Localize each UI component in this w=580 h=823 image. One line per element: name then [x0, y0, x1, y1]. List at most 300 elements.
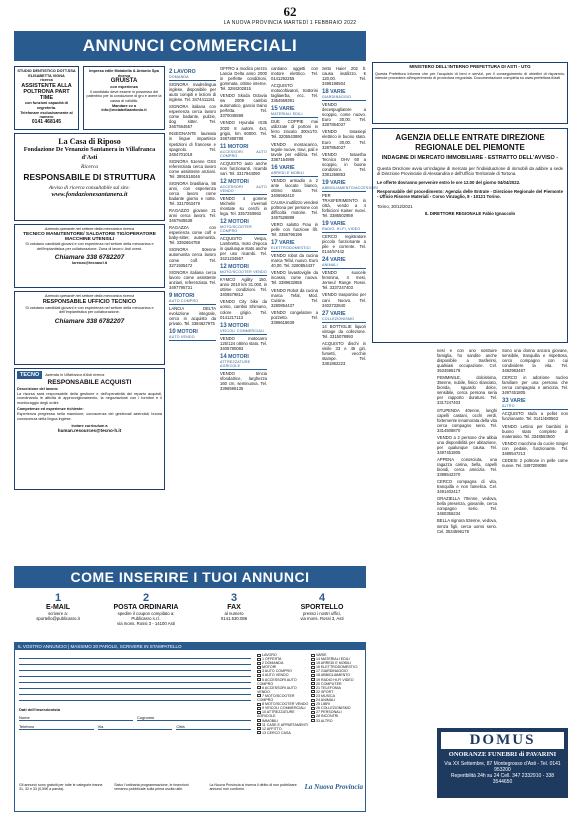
form-fields [19, 707, 251, 730]
tecno-logo: TECNO [17, 371, 42, 379]
category-option[interactable]: 4 AUTO VENDO [257, 673, 309, 677]
coupon-form [14, 642, 366, 812]
checkbox-icon[interactable] [311, 715, 315, 718]
ad-email: lorenzo@tecnasrl.it [71, 260, 108, 265]
checkbox-icon[interactable] [257, 719, 261, 722]
classified-column-5 [322, 66, 379, 561]
checkbox-icon[interactable] [311, 711, 315, 714]
section-title: MOTORI [228, 178, 249, 185]
classified-ad: VENDO Skoda Octavia sw 2009 cambio automatico, gancio traino perfetta. Tel. 3370045598 [220, 93, 267, 119]
classified-ad: ACQUISTO motocoltivatori, trattorini tagliaerba, ecc. Tel. 3354569391 [271, 83, 318, 104]
footer-note-1: Gli annunci sono gratuiti per tutte le categorie tranne 31, 32 e 33 (0,50€ a parola). [19, 783, 103, 792]
ad-line: ricerca [117, 73, 131, 78]
category-option[interactable]: 5 ACCESSORI AUTO COMPRO [257, 677, 297, 686]
classified-ad: VENDO Robot da cucina marca Tefal, Mod. Cuisine. Tel. 3280854437 [271, 287, 318, 308]
checkbox-icon[interactable] [257, 727, 261, 730]
ad-phone: 0141 468145 [31, 118, 62, 125]
classified-ad: VENDO montacarico, tegole nuove, travi, pali e tavole per edilizia. Tel. 3387154989 [271, 141, 318, 162]
section-heading [220, 264, 267, 276]
classified-ad: DUE COPPIE mai utilizzate di portoni in ferro zincato 300x170. Tel. 3205543890 [271, 119, 318, 140]
ad-title: STUDIO DENTISTICO DOTT.SSA ELISABETTA VIGNA [17, 69, 76, 78]
classified-ad: STUPENDA 40enne, lunghi capelli castani, occhi verdi, fortemente innamorata della vita cerca compagno serio. Tel. 3314508870 [437, 407, 497, 433]
form-footer [19, 783, 363, 791]
category-option[interactable]: 21 TELEFONIA [311, 686, 365, 690]
section-title: MOTORI [173, 292, 195, 299]
section-heading [220, 354, 267, 370]
channel-title: POSTA ORDINARIA [113, 604, 179, 611]
classified-ad: BELLA signora 53enne, vedova, senza figli, cerca uomo serio. Cel. 3534596178 [437, 518, 497, 534]
checkbox-icon[interactable] [311, 703, 315, 706]
category-option[interactable]: 12 AFFITTO [257, 727, 309, 731]
checkbox-icon[interactable] [257, 658, 261, 661]
section-title: MOTORI [177, 328, 198, 335]
section-title: VARIE [330, 310, 346, 317]
category-list-a [257, 653, 309, 735]
section-subtitle: ARREDI E MOBILI [271, 171, 318, 177]
category-option[interactable]: 22 SPORT [311, 690, 365, 694]
checkbox-icon[interactable] [257, 707, 261, 710]
category-option[interactable]: 18 ABBIGLIAMENTO [311, 673, 365, 677]
classified-ad: VENDO motocarro 125/124 ottimo stato. Tel. 3405780083 [220, 335, 267, 351]
section-title: VARIE [510, 398, 526, 405]
channel-num: 1 [54, 592, 62, 604]
classified-ad: VENDO City bike da uomo, cambio Shimano, colore grigio. Tel. 0141217113 [220, 299, 267, 320]
section-title: MOTORI [227, 143, 249, 150]
domus-subtitle: ONORANZE FUNEBRI di PAVARINI [448, 751, 557, 758]
category-option[interactable]: MOTORI [257, 665, 309, 669]
category-option[interactable]: 25 LIBRI [311, 702, 365, 706]
section-heading [169, 69, 216, 81]
category-option[interactable]: 24 ANIMALI [311, 698, 365, 702]
section-heading [271, 106, 318, 118]
footer-note-3: La Nuova Provincia si riserva il diritto di non pubblicare annunci non conformi. [209, 783, 297, 792]
section-number: 19 [322, 221, 329, 228]
section-heading [220, 179, 267, 195]
classified-column-2 [169, 66, 216, 561]
category-option[interactable]: 2 DOMANDA [257, 661, 309, 665]
page-number: 62 [283, 4, 297, 19]
channel-line1: presso i nostri uffici, [303, 611, 341, 616]
ad-role: RESPONSABILE UFFICIO TECNICO [42, 298, 137, 305]
section-number: 14 [220, 353, 227, 360]
classified-ad: SIGNORA 51enne OSS referenziata cerca lavoro come assistente anziani. Tel. 3891516046 [169, 158, 216, 179]
ad-contact: Mandare cv a [111, 103, 137, 108]
nome-field[interactable]: Nome [19, 715, 133, 721]
section-title: MOTORI [228, 264, 249, 271]
field-data-label: Dati dell'inserzionista [19, 707, 60, 712]
checkbox-icon[interactable] [311, 699, 315, 702]
section-title: VARIE [330, 179, 346, 186]
category-option[interactable]: 13 CERCO CASA [257, 731, 309, 735]
ad-casa-riposo [14, 133, 165, 221]
domus-phones: Reperibilità 24h su 24 Cell. 347 2332910 - 338 3544650 [450, 773, 555, 785]
category-list-b [311, 653, 365, 723]
category-option[interactable]: 28 INCONTRI [311, 714, 365, 718]
category-option[interactable]: 33 ALTRO [311, 719, 365, 723]
notice-date: Torino, 30/12/2021 [377, 203, 413, 209]
domus-logo: DOMUS [441, 732, 564, 749]
checkbox-icon[interactable] [257, 694, 261, 697]
section-number: 11 [220, 143, 227, 150]
section-heading [271, 240, 318, 252]
checkbox-icon[interactable] [311, 682, 315, 685]
section-title: VARIE [330, 89, 346, 96]
ad-tecno-responsabile-acquisti [14, 368, 165, 490]
checkbox-icon[interactable] [257, 723, 261, 726]
channel-line2: via mons. Rossi 3, Asti [300, 616, 344, 622]
section-heading [169, 329, 216, 341]
channel-line1: scrivere a: [48, 611, 68, 616]
ad-role: ASSISTENTE ALLA POLTRONA PART TIME [21, 82, 72, 102]
classified-ad: VENDO robot da cucina marca Tefal, nuovo. Euro 40,00. Tel. 3280854437 [271, 253, 318, 269]
checkbox-icon[interactable] [311, 658, 315, 661]
ad-contact: Inviare curriculum a [71, 424, 108, 429]
section-title: VARIE [330, 221, 346, 228]
notice-subtitle: INDAGINE DI MERCATO IMMOBILIARE - ESTRATTO DELL'AVVISO - [381, 155, 559, 161]
notice-title: AGENZIA DELLE ENTRATE DIREZIONE REGIONALE DEL PIEMONTE [395, 133, 545, 152]
section-number: 16 [271, 164, 278, 171]
section-title: VARIE [330, 257, 346, 264]
category-option[interactable]: 1 OFFERTA [257, 657, 309, 661]
section-banner: ANNUNCI COMMERCIALI [14, 31, 366, 61]
section-subtitle: DOMANDA [169, 75, 216, 81]
channel-line2: Publicasro s.r.l. [131, 616, 161, 622]
classified-ad: CEDESI 2 poltrone in pelle come nuove. Tel. 3497209088 [502, 457, 568, 468]
section-heading [220, 219, 267, 235]
classified-column-5b [372, 348, 432, 648]
section-number: 12 [220, 178, 227, 185]
notice-body: Questa Direzione avvia un'indagine di mercato per l'individuazione di immobili da adibire a sede di Direzione Provinciale di Alessandria e dell'Ufficio Territoriale di Tortona. [377, 165, 563, 176]
classified-ad: VENDO Lettino per bambini in buono stato completo di materasso. Tel. 3348583500 [502, 423, 568, 439]
channel-num: 4 [318, 592, 326, 604]
section-heading [271, 165, 318, 177]
ad-contact: Telefonare esclusivamente al numero [20, 110, 73, 120]
classified-ad: SIGNORA brasiliana, 56 anni, con esperienza cerca lavoro come badante giorno e notte. Tel. 3317063479 [169, 180, 216, 207]
section-number: 19 [322, 179, 329, 186]
section-subtitle: AUTO VENDO [169, 335, 216, 341]
ad-role: GRUISTA [110, 78, 138, 85]
section-number: 27 [322, 310, 329, 317]
channel-title: FAX [227, 604, 241, 611]
category-option[interactable]: 11 CASE E APPARTAMENTI [257, 723, 309, 727]
ad-line: con funzioni capacità di segreteria. [24, 101, 69, 110]
classified-ad: VENDO macchina da cucire Singer con pedale, funzionante. Tel. 3489547213 [502, 440, 568, 456]
category-option[interactable]: 3 AUTO COMPRO [257, 669, 309, 673]
channel-line1: spedire il coupon compilato a: [117, 611, 175, 616]
checkbox-icon[interactable] [311, 719, 315, 722]
category-option[interactable]: LAVORO [257, 653, 309, 657]
section-subtitle: COLLEZIONISMO [322, 317, 366, 323]
classified-ad: VENDO lavastoviglie da incasso, come nuova. Tel. 3389632855 [271, 270, 318, 286]
section-number: 2 [169, 69, 173, 75]
category-option[interactable]: 10 ATTREZZATURE AGRICOLE [257, 710, 295, 719]
classified-ad: VENDO 4 gomme Michelin invernali montate su cerchi in lega. Tel. 3357250862 [220, 195, 267, 216]
checkbox-icon[interactable] [257, 703, 261, 706]
section-heading [502, 398, 568, 410]
notice-title: MINISTERO DELL'INTERNO PREFETTURA DI ASTI - UTG [409, 64, 531, 69]
classified-ad: nesi e con uno sostruire famiglia, ho sandite anche disponibile a trasferirsi, qualsiasi occupazione. Cel. 3534596178 [437, 348, 497, 374]
ad-title: Impresa edile Moiabella & Antonio Spa [89, 69, 159, 73]
classified-ad: RAGAZZA con esperienza come colf e baby-sitter, automunita. Tel. 3392664759 [169, 225, 216, 246]
section-number: 18 [322, 89, 329, 96]
ad-domus [437, 728, 568, 798]
checkbox-icon[interactable] [311, 654, 315, 657]
checkbox-icon[interactable] [257, 654, 261, 657]
ad-req-title: Competenze ed esperienze richieste: [17, 407, 84, 412]
section-title: VARIE [279, 164, 295, 171]
cognome-field[interactable]: Cognome [137, 715, 251, 721]
classified-ad: FEMMINILE, dolcissima, 35enne, nubile, fisico slanciato, bionda, sguardo dolce, sensibile, cerca persona seria per rapporto duraturo. Tel. 3317247403 [437, 375, 497, 406]
channel-title: SPORTELLO [300, 604, 344, 611]
notice-body: Questa Prefettura informa che per l'acquisto di beni e servizi, per il conseguimento di obiettivi di risparmio, intende procedere all'esperimento di procedura negoziata. Documentazione completa su www.prefettura.it/asti [375, 71, 565, 81]
classified-ad: LANCIA DELTA evoluzione integrale, cerco in acquisto da privato. Tel. 3384627975 [169, 305, 216, 326]
section-number: 12 [220, 218, 227, 225]
classified-ad: ACQUISTO auto anche non funzionanti, ricambi vari. Tel. 3317944090 [220, 160, 267, 176]
classified-ad: APPENA conosciuta, una ragazza carina, bella, capelli biondi, cerca amicizia. Tel. 3398542370 [437, 456, 497, 478]
notice-deadline: Le offerte dovranno pervenire entro le ore 12.00 del giorno 04/04/2022. [377, 179, 521, 185]
classified-ad: CERCO compagna di vita, tranquilla e non famelica. Cel. 3491402417 [437, 479, 497, 495]
section-number: 24 [322, 257, 329, 264]
ad-responsabile-ufficio-tecnico [14, 291, 165, 365]
ad-req: Esperienza pregressa nella mansione; conoscenza dei gestionali aziendali; buona conoscenza della lingua inglese. [17, 411, 162, 421]
section-number: 17 [271, 240, 278, 247]
section-heading [322, 89, 366, 101]
ad-site: www.fondazionesantanera.it [51, 191, 128, 198]
section-subtitle: ATTREZZATURE AGRICOLE [220, 360, 267, 370]
channels-row [14, 592, 366, 640]
classified-ad: VENDO a 2 persone che abbia una disponibilità per abitazione, per qualunque causa. Tel. 3497451805 [437, 434, 497, 455]
category-option[interactable]: 15 ARREDI E MOBILI [311, 661, 365, 665]
category-option[interactable]: 16 ELETTRODOMESTICI [311, 665, 365, 669]
section-title: VARIE [279, 240, 295, 247]
channel-2 [102, 592, 190, 640]
checkbox-icon[interactable] [257, 711, 261, 714]
channel-line2: sportello@publicasro.it [36, 616, 80, 622]
classified-ad: ACQUISTO Vespa, Lambretta, moto d'epoca in qualunque stato anche per uso ricambi. Tel. 3421234567 [220, 235, 267, 262]
notice-agenzia-entrate [372, 128, 568, 343]
category-option[interactable]: 6 ACCESSORI AUTO VENDO [257, 685, 297, 694]
ad-body: Il candidato deve essere in possesso del patentino per la conduzione di gru e avere la cassa di validità. [86, 89, 162, 103]
section-subtitle: MOTO/SCOOTER COMPRO [220, 225, 267, 235]
classified-ad: CERCO registratore piccolo funzionante a pile e corrente. Tel. 0144/57442 [322, 234, 366, 255]
ad-body: Avviso di ricerca consultabile sul sito: [48, 185, 131, 191]
classified-ad: VENDO tosasiepi elettrico in buono stato. Euro 30,00. Tel. 3287854037 [322, 129, 366, 150]
ad-email: human.resources@tecno-h.it [57, 427, 122, 433]
section-title: MOTORI [228, 353, 249, 360]
ad-body: Si valutano candidati giovani e con esperienza nel settore della meccanica e dell'impiantistica per collaborazione. [25, 305, 154, 315]
brand-logo: La Nuova Provincia [304, 783, 363, 791]
classified-ad: VENDO armadio a 2 ante laccato bianco, ottimo stato. Tel. 3406592410 [271, 177, 318, 198]
category-option[interactable]: IMMOBILI [257, 719, 309, 723]
ad-contact: Chiamare 338 6782207 [54, 253, 125, 261]
section-number: 33 [502, 398, 509, 405]
category-option[interactable]: 19 RADIO HI-FI VIDEO [311, 678, 365, 682]
section-subtitle: GIARDINAGGIO [322, 95, 366, 101]
ad-body: La risorsa sarà responsabile della gestione e dell'operatività del reparto acquisti, coordinando le attività di approvvigionamento, la negoziazione con i fornitori e il monitoraggio degli ordini. [17, 391, 162, 405]
checkbox-icon[interactable] [257, 674, 261, 677]
classified-ad: SIGNORA italiana cerca lavoro come assistente anziani, referenziata. Tel. 3497795731 [169, 269, 216, 290]
ad-title: La Casa di Riposo [58, 137, 121, 146]
section-heading [322, 179, 379, 192]
section-number: 13 [220, 322, 227, 329]
notice-ref: Responsabile del procedimento: Agenzia delle Entrate - Direzione Regionale del Piemonte - Ufficio Risorse Materiali - Corso Vinzaglio, 8 - 10121 Torino. [377, 189, 563, 200]
checkbox-icon[interactable] [311, 674, 315, 677]
checkbox-icon[interactable] [311, 670, 315, 673]
classified-ad: cantiano oggetti con motore elettrico. Tel. 0141292255 [271, 66, 318, 82]
section-subtitle: ACCESSORI AUTO COMPRO [220, 149, 267, 158]
section-subtitle: ACCESSORI AUTO VENDO [220, 184, 267, 193]
ad-intro: Azienda operante nel settore della meccanica ricerca [44, 294, 135, 298]
section-heading [220, 144, 267, 160]
classified-ad: VENDO suocele femmina, 4 mesi, Jerseul Range Rosei. Tel. 3337247403 [322, 270, 366, 291]
channel-title: E-MAIL [45, 604, 71, 611]
category-option[interactable]: 23 MUSICA [311, 694, 365, 698]
classified-ad: ACQUISTO dischi in vinile 33 e 45 giri, fumetti, vecchie stampe. Tel. 3381862223 [322, 340, 366, 366]
checkbox-icon[interactable] [257, 670, 261, 673]
checkbox-icon[interactable] [311, 694, 315, 697]
channel-4 [278, 592, 366, 640]
classified-ad: GRAZIELLA 70enne, vedova, bella presenza, giovanile, cerca compagno serio. Tel. 3460356234 [437, 496, 497, 517]
section-heading [169, 293, 216, 305]
checkbox-icon[interactable] [311, 686, 315, 689]
classified-ad: OFFRO a modico prezzo Lancia Delta anno 2000 in perfette condizioni, gommata, ottime interne. Tel. 3284202815 [220, 66, 267, 92]
classified-ad: ACQUISTO stufa a pellet non funzionante. Tel. 0141/480563 [502, 411, 568, 422]
classified-ad: VENDO trincia sfondatrice, larghezza 160 cm, seminuova. Tel. 3396596135 [220, 370, 267, 391]
section-title: LAVORO [173, 69, 196, 75]
citta-field[interactable]: Città [176, 724, 251, 730]
domus-address: Via XX Settembre, 87 Montegrosso d'Asti - Tel. 0141 953200 [444, 761, 561, 773]
ad-role: TECNICO MANUTENTORE/ SALDATORE TIG/OPERATORE MACCHINE UTENSILI [23, 231, 156, 242]
classified-column-7 [502, 348, 568, 648]
channel-1 [14, 592, 102, 640]
ad-role: RESPONSABILE DI STRUTTURA [23, 172, 156, 182]
footer-note-2: Salvo l'ordinaria programmazione, le inserzioni verranno pubblicate sulla prima uscita utile. [114, 783, 189, 792]
classified-ad: CERCO in adozione nucleo familiare per una persona che cerca compagnia e amicizia. Tel. 3497451805 [502, 375, 568, 396]
classified-ad: SIGNORA 50enne automunita cerca lavoro come colf. Tel. 3271935472 [169, 247, 216, 268]
category-option[interactable]: 8 MOTO/SCOOTER VENDO [257, 702, 309, 706]
classified-ad: CAUSA inutilizzo vendesi poltrona per persone con difficoltà motorie. Tel. 3467526889 [271, 199, 319, 221]
classified-ad: VERO salotto Frau in pelle con funzione lift. Tel. 3356796196 [271, 222, 318, 238]
via-field[interactable]: Via [98, 724, 173, 730]
ad-contact: Chiamare 338 6782207 [54, 317, 125, 325]
form-lines[interactable] [19, 653, 251, 701]
section-number: 12 [220, 264, 227, 271]
checkbox-icon[interactable] [257, 666, 261, 669]
telefono-field[interactable]: Telefono [19, 724, 94, 730]
category-option[interactable]: 20 COMPUTER [311, 682, 365, 686]
classified-ad: PER TRASFERIMENTO in città, vendo a 4 forbicioni Kaiser nuovi. Tel. 3386502959 [322, 192, 366, 219]
notice-signature: IL DIRETTORE REGIONALE Fabio Ignaccolo [424, 210, 516, 216]
classified-ad: VENDO Hyundai IX35 2020 8 autom. 4x4, grigio, km 60000. Tel. 3487468788 [220, 120, 267, 141]
category-option[interactable]: 17 GIARDINAGGIO [311, 669, 365, 673]
section-subtitle: VEICOLI COMMERCIALI [220, 329, 267, 335]
section-subtitle: MATERIALI EDILI [271, 112, 318, 118]
classified-ad: 14 BOTTIGLIE liquori vintage da collezione. Tel. 3315078993 [322, 323, 366, 339]
classified-ad: VENDO trasportino per cani Nuovo. Tel. 3402732840 [322, 292, 366, 308]
section-subtitle: ELETTRODOMESTICI [271, 246, 318, 252]
section-subtitle: ALTRO [502, 404, 568, 410]
section-subtitle: AUTO COMPRO [169, 299, 216, 305]
classified-column-3 [220, 66, 267, 561]
section-title: MOTORI [228, 322, 249, 329]
section-number: 15 [271, 106, 278, 113]
classified-ad: SIGNORA madrelingua inglese, disponibile per aiuto compiti e lezioni di inglese. Tel. 3474411151 [169, 82, 216, 103]
checkbox-icon[interactable] [311, 690, 315, 693]
ad-intro: Azienda in Villafranca d'Asti ricerca [45, 372, 105, 377]
classified-ad: VENDO decespugliatore a scoppio, come nuovo. Euro 30,00. Tel. 3287854037 [322, 102, 366, 128]
section-subtitle: ABBIGLIAMENTO/ACCESSORI [322, 185, 379, 190]
category-option[interactable]: 9 VEICOLI COMMERCIALI [257, 706, 309, 710]
ad-studio-dentistico [14, 66, 79, 130]
classified-column-6 [437, 348, 497, 648]
checkbox-icon[interactable] [311, 678, 315, 681]
ad-email: info@moiabellaantonio.it [101, 108, 147, 113]
ad-foundation: Fondazione De Venanzio Santanera in Villafranca d'Asti [23, 146, 156, 161]
channel-3 [190, 592, 278, 640]
classified-ad: zetto Haier 202 lt. causa inutilizzo. € 120,00. Tel. 3496196504 [322, 66, 366, 87]
classified-ad: VENDO tosaerba Tecnico OHV 60 a scoppio, in buone condizioni. Tel. 3381258853 [322, 151, 366, 177]
channel-line3: via mons. Rossi 3 - 14100 Asti [117, 621, 175, 627]
section-title: MOTORI [228, 218, 249, 225]
channel-num: 3 [230, 592, 238, 604]
channel-line1: al numero [224, 611, 244, 616]
category-option[interactable]: 7 MOTO/SCOOTER COMPRO [257, 693, 295, 703]
classified-column-4 [271, 66, 318, 561]
section-heading [322, 257, 366, 269]
classified-ad: Sono una donna ancora giovane, sensibile, tranquilla e rispettosa, cerco compagno con cui condividere la vita. Tel. 3482983467 [502, 348, 568, 374]
ad-line: con esperienza [110, 85, 138, 90]
ad-role: RESPONSABILE ACQUISTI [47, 379, 132, 386]
notice-prefettura [372, 62, 568, 124]
classified-ad: KYMCO Agility 150, anno 2010 km 31.000, in ottime condizioni. Tel. 3406579812 [220, 277, 267, 298]
section-number: 10 [169, 328, 176, 335]
channel-num: 2 [142, 592, 150, 604]
section-subtitle: RADIO, HI-FI, VIDEO [322, 227, 366, 233]
checkbox-icon[interactable] [311, 707, 315, 710]
section-heading [322, 221, 366, 233]
checkbox-icon[interactable] [257, 686, 261, 689]
ad-desc-title: Descrizione del lavoro: [17, 387, 59, 391]
ad-intro: Azienda operante nel settore della meccanica ricerca [44, 227, 135, 231]
ad-impresa-edile [83, 66, 165, 130]
how-to-banner: COME INSERIRE I TUOI ANNUNCI [14, 566, 366, 588]
category-option[interactable]: VARIE [311, 653, 365, 657]
section-heading [322, 311, 366, 323]
channel-line2: 0141.530.086 [220, 616, 248, 622]
category-option[interactable]: 14 MATERIALI EDILI [311, 657, 365, 661]
ad-body: Si valutano candidati giovani e con esperienza nel settore della meccanica e dell'impiantistica per collaborazione. Zona di lavoro: Asti ovest. [25, 242, 154, 251]
dateline: LA NUOVA PROVINCIA MARTEDÌ 1 FEBBRAIO 2022 [223, 20, 357, 26]
section-subtitle: MOTO/SCOOTER VENDO [220, 270, 267, 275]
section-subtitle: ANIMALI [322, 263, 366, 269]
checkbox-icon[interactable] [257, 678, 261, 681]
checkbox-icon[interactable] [311, 662, 315, 665]
category-option[interactable]: 27 PERSONALI [311, 710, 365, 714]
section-number: 9 [169, 292, 173, 299]
checkbox-icon[interactable] [257, 731, 261, 734]
classified-ad: SIGNORA italiana con esperienza cerca lavoro come badante, pulizie, dog sitter. Tel. 3467564557 [169, 104, 216, 130]
section-title: VARIE [279, 106, 295, 113]
classified-ad: INSEGNANTE laureata in lingue impartisce ripetizioni di francese e spagnolo. Tel. 3464701018 [169, 131, 216, 157]
ad-tecnico-manutentore [14, 224, 165, 288]
checkbox-icon[interactable] [311, 666, 315, 669]
category-option[interactable]: 26 COLLEZIONISMO [311, 706, 365, 710]
classified-ad: RAGAZZO giovane 21 anni cerca lavoro. Tel. 3467945538 [169, 208, 216, 224]
ad-line: Ricerca [81, 164, 98, 170]
checkbox-icon[interactable] [257, 662, 261, 665]
ad-line: ricerca [40, 78, 53, 83]
form-title: IL VOSTRO ANNUNCIO | MASSIMO 20 PAROLE, SCRIVERE IN STAMPATELLO [15, 643, 365, 650]
